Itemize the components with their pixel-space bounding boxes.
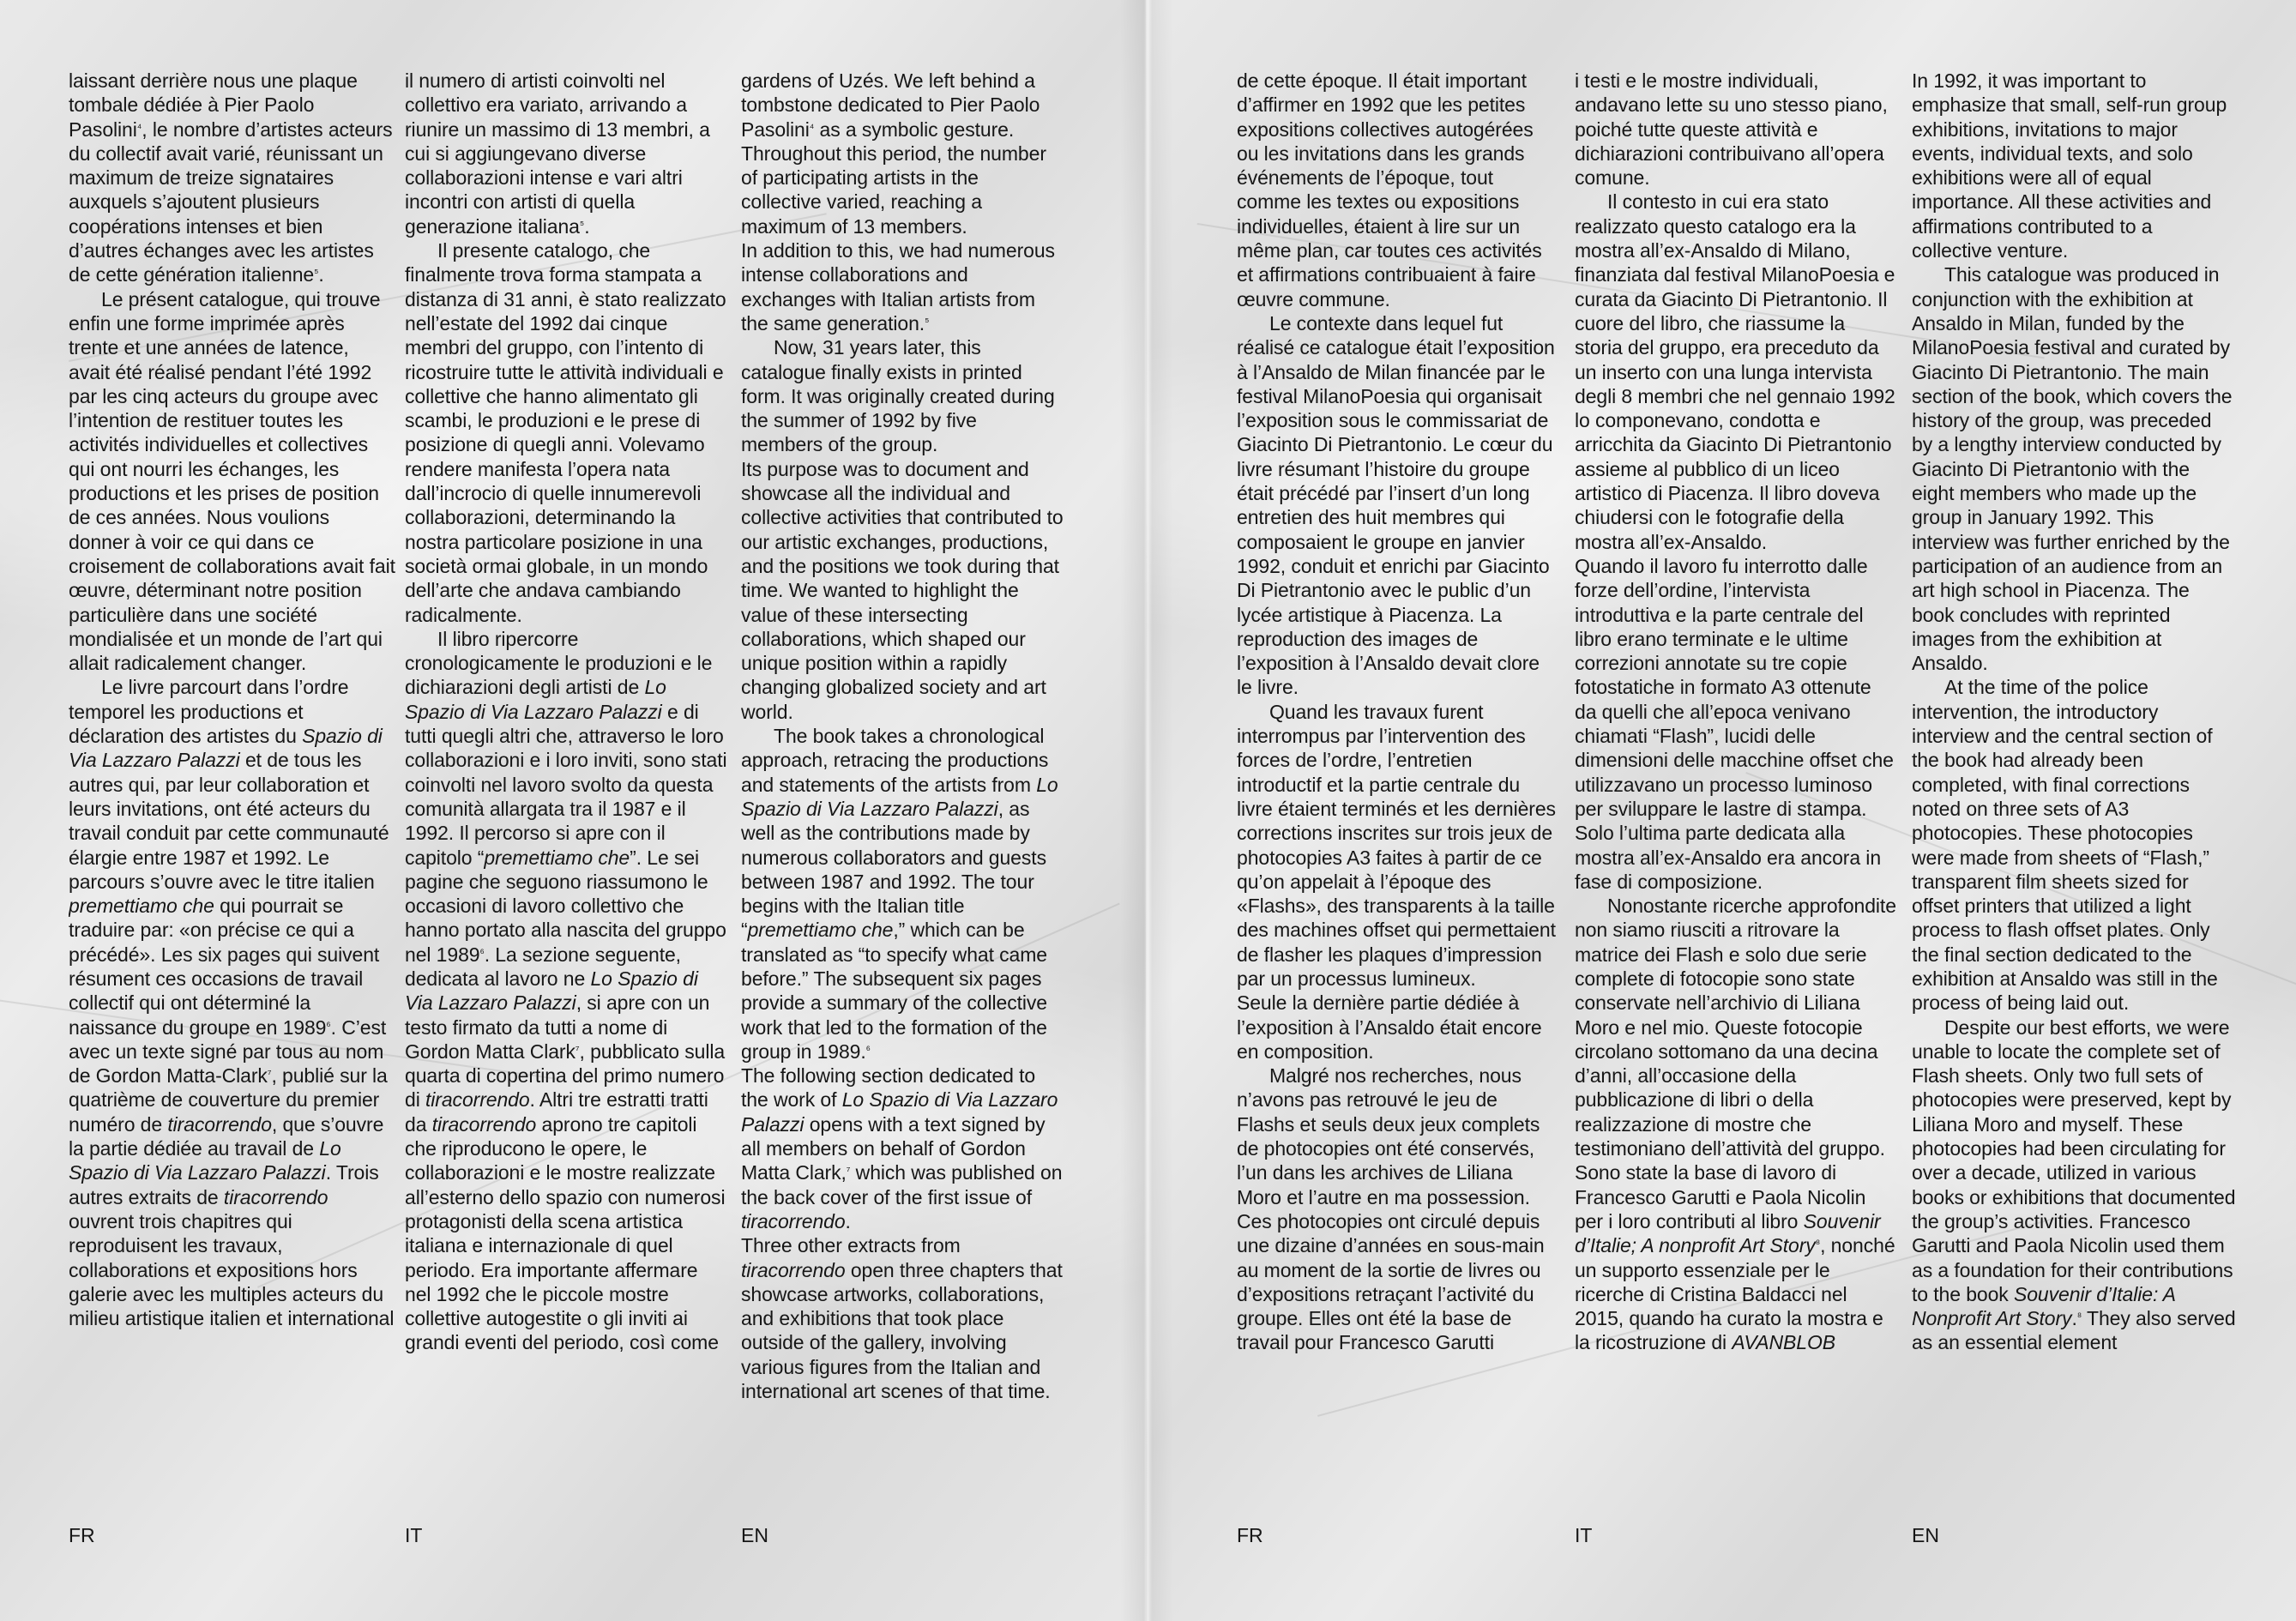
paragraph: In 1992, it was important to emphasize that small, self-run group exhibitions, invitations to major events, individual texts, and solo exhibitions were all of equal importance. All these activities and affirmations contributed to a collective venture.	[1912, 69, 2227, 262]
language-label-fr: FR	[69, 1524, 95, 1546]
paragraph: Three other extracts from tiracorrendo open three chapters that showcase artworks, collaborations, and exhibitions that took place outside of the gallery, involving various figures from the Italian and international art scenes of that time.	[741, 1234, 1063, 1403]
english-column-left	[741, 69, 1064, 1482]
paragraph: The book takes a chronological approach, retracing the productions and statements of the artists from Lo Spazio di Via Lazzaro Palazzi, as well as the contributions made by numerous collaborators and guests between 1987 and 1992. The tour begins with the Italian title “premettiamo che,” which can be translated as “to specify what came before.” The subsequent six pages provide a summary of the collective work that led to the formation of the group in 1989.$^{^6}$	[741, 725, 1058, 1063]
french-column-left	[69, 69, 395, 1482]
paragraph: gardens of Uzés. We left behind a tombstone dedicated to Pier Paolo Pasolini$^{^4}$ as a symbolic gesture. Throughout this period, the number of participating artists in the collective varied, reaching a maximum of 13 members.	[741, 69, 1046, 238]
language-label-it: IT	[405, 1524, 423, 1546]
paragraph: Il libro ripercorre cronologicamente le produzioni e le dichiarazioni degli artisti de Lo Spazio di Via Lazzaro Palazzi e di tutti quegli altri che, attraverso le loro collaborazioni e i loro inviti, sono stati coinvolti nel lavoro svolto da questa comunità allargata tra il 1987 e il 1992. Il percorso si apre con il capitolo “premettiamo che”. Le sei pagine che seguono riassumono le occasioni di lavoro collettivo che hanno portato alla nascita del gruppo nel $1989^{^6}$. La sezione seguente, dedicata al lavoro ne Lo Spazio di Via Lazzaro Palazzi, si apre con un testo firmato da tutti a nome di Gordon Matta Clark$^{^7}$, pubblicato sulla quarta di copertina del primo numero di tiracorrendo. Altri tre estratti tratti da tiracorrendo aprono tre capitoli che riproducono le opere, le collaborazioni e le mostre realizzate all’esterno dello spazio con numerosi protagonisti della scena artistica italiana e internazionale di quel periodo. Era importante affermare nel 1992 che le piccole mostre collettive autogestite o gli inviti ai grandi eventi del periodo, così come	[405, 627, 727, 1354]
italian-column-left	[405, 69, 729, 1482]
paragraph: Its purpose was to document and showcase all the individual and collective activities that contributed to our artistic exchanges, productions, and the positions we took during that time. We wanted to highlight the value of these intersecting collaborations, which shaped our unique position within a rapidly changing globalized society and art world.	[741, 457, 1064, 723]
language-label-fr: FR	[1237, 1524, 1263, 1546]
paragraph: de cette époque. Il était important d’affirmer en 1992 que les petites expositions collectives autogérées ou les invitations dans les grands événements de l’époque, tout comme les textes ou expositions individuelles, étaient à lire sur un même plan, car toutes ces activités et affirmations contribuaient à faire œuvre commune.	[1237, 69, 1542, 310]
paragraph: Le contexte dans lequel fut réalisé ce catalogue était l’exposition à l’Ansaldo de Milan financée par le festival MilanoPoesia qui organisait l’exposition sous le commissariat de Giacinto Di Pietrantonio. Le cœur du livre résumant l’histoire du groupe était précédé par l’insert d’un long entretien des huit membres qui composaient le groupe en janvier 1992, conduit et enrichi par Giacinto Di Pietrantonio avec le public d’un lycée artistique à Piacenza. La reproduction des images de l’exposition à l’Ansaldo devait clore le livre.	[1237, 311, 1555, 699]
paragraph: Malgré nos recherches, nous n’avons pas retrouvé le jeu de Flashs et seuls deux jeux complets de photocopies ont été conservés, l’un dans les archives de Liliana Moro et l’autre en ma possession. Ces photocopies ont circulé depuis une dizaine d’années en sous-main au moment de la sortie de livres ou d’expositions retraçant l’activité du groupe. Elles ont été la base de travail pour Francesco Garutti	[1237, 1064, 1545, 1354]
paragraph: Il presente catalogo, che finalmente trova forma stampata a distanza di 31 anni, è stato realizzato nell’estate del 1992 dai cinque membri del gruppo, con l’intento di ricostruire tutte le attività individuali e collettive che hanno alimentato gli scambi, le produzioni e le prese di posizione di quegli anni. Volevamo rendere manifesta l’opera nata dall’incrocio di quelle innumerevoli collaborazioni, determinando la nostra particolare posizione in una società ormai globale, in un mondo dell’arte che andava cambiando radicalmente.	[405, 239, 726, 626]
italian-column-right	[1575, 69, 1898, 1482]
paragraph: laissant derrière nous une plaque tombale dédiée à Pier Paolo Pasolini$^{^4}$, le nombre d’artistes acteurs du collectif avait varié, réunissant un maximum de treize signataires auxquels s’ajoutent plusieurs coopérations intenses et bien d’autres échanges avec les artistes de cette génération italienne$^{^5}$.	[69, 69, 393, 286]
right-page	[1146, 0, 2296, 1621]
paragraph: Despite our best efforts, we were unable to locate the complete set of Flash sheets. Only two full sets of photocopies were preserved, kept by Liliana Moro and myself. These photocopies had been circulating for over a decade, utilized in various books or exhibitions that documented the group’s activities. Francesco Garutti and Paola Nicolin used them as a foundation for their contributions to the book Souvenir d’Italie: A Nonprofit Art Story.$^{^8}$ They also served as an essential element	[1912, 1015, 2236, 1354]
paragraph: Now, 31 years later, this catalogue finally exists in printed form. It was originally created during the summer of 1992 by five members of the group.	[741, 336, 1055, 456]
language-label-en: EN	[741, 1524, 768, 1546]
paragraph: Le livre parcourt dans l’ordre temporel les productions et déclaration des artistes du Spazio di Via Lazzaro Palazzi et de tous les autres qui, par leur collaboration et leurs invitations, ont été acteurs du travail conduit par cette communauté élargie entre 1987 et 1992. Le parcours s’ouvre avec le titre italien premettiamo che qui pourrait se traduire par: «on précise ce qui a précédé». Les six pages qui suivent résument ces occasions de travail collectif qui ont déterminé la naissance du groupe en $1989^{^6}$. C’est avec un texte signé par tous au nom de Gordon Matta-Clark$^{^7}$, publié sur la quatrième de couverture du premier numéro de tiracorrendo, que s’ouvre la partie dédiée au travail de Lo Spazio di Via Lazzaro Palazzi. Trois autres extraits de tiracorrendo ouvrent trois chapitres qui reproduisent les travaux, collaborations et expositions hors galerie avec les multiples acteurs du milieu artistique italien et international	[69, 676, 395, 1330]
english-column-right	[1912, 69, 2236, 1482]
paragraph: il numero di artisti coinvolti nel collettivo era variato, arrivando a riunire un massimo di 13 membri, a cui si aggiungevano diverse collaborazioni intense e vari altri incontri con artisti di quella generazione italiana$^{^5}$.	[405, 69, 710, 238]
paragraph: The following section dedicated to the work of Lo Spazio di Via Lazzaro Palazzi opens with a text signed by all members on behalf of Gordon Matta Clark,$^{^7}$ which was published on the back cover of the first issue of tiracorrendo.	[741, 1064, 1063, 1232]
french-column-right	[1237, 69, 1556, 1482]
language-label-it: IT	[1575, 1524, 1593, 1546]
paragraph: This catalogue was produced in conjunction with the exhibition at Ansaldo in Milan, funded by the MilanoPoesia festival and curated by Giacinto Di Pietrantonio. The main section of the book, which covers the history of the group, was preceded by a lengthy interview conducted by Giacinto Di Pietrantonio with the eight members who made up the group in January 1992. This interview was further enriched by the participation of an audience from an art high school in Piacenza. The book concludes with reprinted images from the exhibition at Ansaldo.	[1912, 263, 2233, 675]
paragraph: At the time of the police intervention, the introductory interview and the central section of the book had already been completed, with final corrections noted on three sets of A3 photocopies. These photocopies were made from sheets of “Flash,” transparent film sheets sized for offset printers that utilized a light process to flash offset plates. Only the final section dedicated to the exhibition at Ansaldo was still in the process of being laid out.	[1912, 676, 2218, 1015]
paragraph: Quando il lavoro fu interrotto dalle forze dell’ordine, l’intervista introduttiva e la parte centrale del libro erano terminate e le ultime correzioni annotate su tre copie fotostatiche in formato A3 ottenute da quelli che all’epoca venivano chiamati “Flash”, lucidi delle dimensioni delle macchine offset che utilizzavano un processo luminoso per sviluppare le lastre di stampa. Solo l’ultima parte dedicata alla mostra all’ex-Ansaldo era ancora in fase di composizione.	[1575, 554, 1894, 893]
language-label-en: EN	[1912, 1524, 1939, 1546]
left-page	[0, 0, 1146, 1621]
paragraph: In addition to this, we had numerous intense collaborations and exchanges with Italian artists from the same generation.$^{^5}$	[741, 239, 1055, 334]
book-gutter	[1120, 0, 1173, 1621]
paragraph: Quand les travaux furent interrompus par l’intervention des forces de l’ordre, l’entretien introductif et la partie centrale du livre étaient terminés et les dernières corrections inscrites sur trois jeux de photocopies A3 faites à partir de ce qu’on appelait à l’époque des «Flashs», des transparents à la taille des machines offset qui permettaient de flasher les plaques d’impression par un processus lumineux.	[1237, 700, 1556, 990]
paragraph: Le présent catalogue, qui trouve enfin une forme imprimée après trente et une années de latence, avait été réalisé pendant l’été 1992 par les cinq acteurs du groupe avec l’intention de restituer toutes les activités individuelles et collectives qui ont nourri les échanges, les productions et les prises de position de ces années. Nous voulions donner à voir ce qui dans ce croisement de collaborations avait fait œuvre, déterminant notre position particulière dans une société mondialisée et un monde de l’art qui allait radicalement changer.	[69, 287, 395, 675]
paragraph: Il contesto in cui era stato realizzato questo catalogo era la mostra all’ex-Ansaldo di Milano, finanziata dal festival MilanoPoesia e curata da Giacinto Di Pietrantonio. Il cuore del libro, che riassume la storia del gruppo, era preceduto da un inserto con una lunga intervista degli 8 membri che nel gennaio 1992 lo componevano, condotta e arricchita da Giacinto Di Pietrantonio assieme al pubblico di un liceo artistico di Piacenza. Il libro doveva chiudersi con le fotografie della mostra all’ex-Ansaldo.	[1575, 190, 1895, 553]
paragraph: Seule la dernière partie dédiée à l’exposition à l’Ansaldo était encore en composition.	[1237, 991, 1542, 1063]
paragraph: Nonostante ricerche approfondite non siamo riusciti a ritrovare la matrice dei Flash e solo due serie complete di fotocopie sono state conservate nell’archivio di Liliana Moro e nel mio. Queste fotocopie circolano sottomano da una decina d’anni, all’occasione della pubblicazione di libri o della realizzazione di mostre che testimoniano dell’attività del gruppo. Sono state la base di lavoro di Francesco Garutti e Paola Nicolin per i loro contributi al libro Souvenir d’Italie; A nonprofit Art Story$^{^8}$, nonché un supporto essenziale per le ricerche di Cristina Baldacci nel 2015, quando ha curato la mostra e la ricostruzione di AVANBLOB	[1575, 895, 1896, 1354]
paragraph: i testi e le mostre individuali, andavano lette su uno stesso piano, poiché tutte queste attività e dichiarazioni contribuivano all’opera comune.	[1575, 69, 1888, 190]
